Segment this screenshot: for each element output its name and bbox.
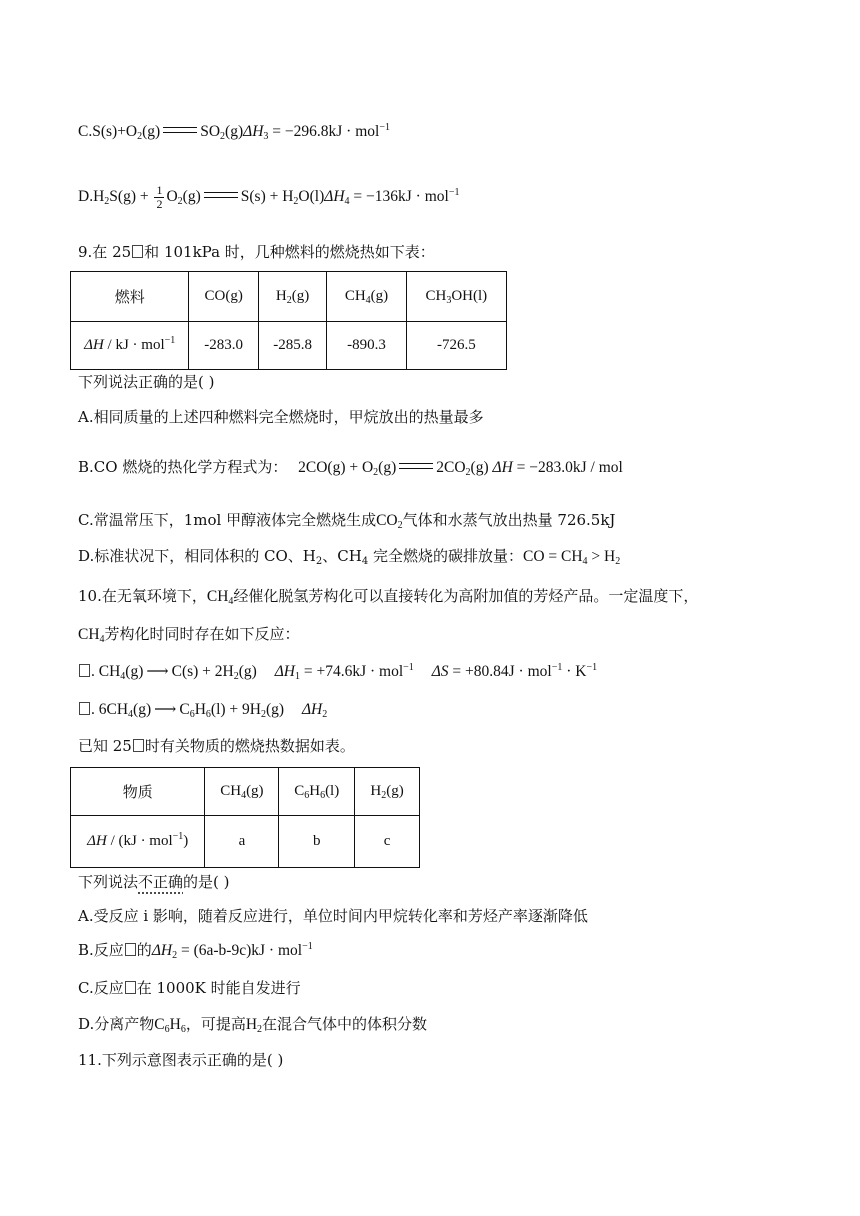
- table-header: 物质: [71, 768, 205, 816]
- table-header: $CH_4(g)$: [205, 768, 279, 816]
- unrendered-glyph-box: [125, 981, 136, 994]
- q10-substance-table: [70, 767, 420, 868]
- q10-option-b: B.反应 的$\Delta H_2 = (6a-b-9c)kJ \cdot mol^{-1}$: [78, 941, 313, 961]
- equals-sign-double-line: [163, 127, 197, 133]
- q9-option-b: B.CO 燃烧的热化学方程式为： $2CO(g) + O_2(g)$ $2CO_2(g) \Delta H = -283.0kJ$ / mol: [78, 458, 623, 478]
- q8-option-d: $D.H_2S(g)$ + $\frac{1}{2}$ $O_2(g) S(s) + H_2O(l)\Delta H_4 = -136kJ \cdot mol^{-1}$: [78, 182, 460, 211]
- q11-stem: 11.下列示意图表示正确的是( ): [78, 1051, 284, 1069]
- table-row-label: ΔH / (kJ · mol$^{-1}$): [71, 816, 205, 868]
- table-cell: -726.5: [406, 322, 506, 370]
- q9-option-c: C.常温常压下，1mol 甲醇液体完全燃烧生成$CO_2$气体和水蒸气放出热量 726.5kJ: [78, 511, 616, 531]
- unrendered-glyph-box: [133, 739, 144, 752]
- table-header: 燃料: [71, 272, 189, 322]
- table-cell: b: [279, 816, 355, 868]
- equals-sign-double-line: [399, 463, 433, 469]
- unrendered-glyph-box: [79, 664, 90, 677]
- table-header: $H_2(g)$: [355, 768, 420, 816]
- q9-option-d: D.标准状况下，相同体积的 CO、$H_2$、$CH_4$ 完全燃烧的碳排放量：CO = $CH_4 > H_2$: [78, 547, 621, 567]
- q9-fuel-table: [70, 271, 507, 370]
- q10-option-a: A.受反应 i 影响，随着反应进行，单位时间内甲烷转化率和芳烃产率逐渐降低: [78, 907, 588, 925]
- q10-reaction-i: . $CH_4(g)$ ⟶ $C(s) + 2H_2(g) \Delta H_1 = +74.6kJ \cdot mol^{-1}$ $\Delta S = +80.84J \cdot mol^{-1} \cdot K^{-1}$: [78, 662, 597, 682]
- q10-stem-line2: $CH_4$芳构化时同时存在如下反应：: [78, 625, 300, 645]
- q9-stem: 9.在 25 和 101kPa 时，几种燃料的燃烧热如下表：: [78, 243, 435, 261]
- table-header: $CH_4(g)$: [327, 272, 406, 322]
- table-header: $H_2(g)$: [258, 272, 326, 322]
- table-cell: -283.0: [189, 322, 258, 370]
- table-header: CO(g): [189, 272, 258, 322]
- q8-option-c: $C.S(s)+O_2(g) SO_2(g)\Delta H_3 = -296.8kJ \cdot mol^{-1}$: [78, 122, 390, 142]
- q10-option-c: C.反应 在 1000K 时能自发进行: [78, 979, 301, 997]
- q9-option-a: A.相同质量的上述四种燃料完全燃烧时，甲烷放出的热量最多: [78, 408, 484, 426]
- unrendered-glyph-box: [125, 943, 136, 956]
- fraction-one-half: $\frac{1}{2}$: [156, 182, 163, 211]
- q10-question: 下列说法不正确的是( ): [78, 873, 230, 891]
- equals-sign-double-line: [204, 192, 238, 198]
- reaction-arrow: ⟶: [154, 701, 177, 718]
- unrendered-glyph-box: [132, 245, 143, 258]
- table-row-label: ΔH / kJ · mol$^{-1}$: [71, 322, 189, 370]
- reaction-arrow: ⟶: [146, 663, 169, 680]
- table-header: $C_6H_6(l)$: [279, 768, 355, 816]
- table-cell: c: [355, 816, 420, 868]
- q10-known: 已知 25 时有关物质的燃烧热数据如表。: [78, 737, 355, 755]
- emphasized-text: 不正确: [138, 873, 184, 891]
- q9-question: 下列说法正确的是( ): [78, 373, 215, 391]
- table-cell: -890.3: [327, 322, 406, 370]
- q10-reaction-ii: . $6CH_4(g)$ ⟶ $C_6H_6(l) + 9H_2(g)$ $\Delta H_2$: [78, 700, 327, 720]
- table-header: $CH_3OH(l)$: [406, 272, 506, 322]
- q10-option-d: D.分离产物$C_6H_6$，可提高$H_2$在混合气体中的体积分数: [78, 1015, 428, 1035]
- q10-stem-line1: 10.在无氧环境下，$CH_4$经催化脱氢芳构化可以直接转化为高附加值的芳烃产品。一定温度下，: [78, 587, 699, 607]
- table-cell: -285.8: [258, 322, 326, 370]
- table-cell: a: [205, 816, 279, 868]
- unrendered-glyph-box: [79, 702, 90, 715]
